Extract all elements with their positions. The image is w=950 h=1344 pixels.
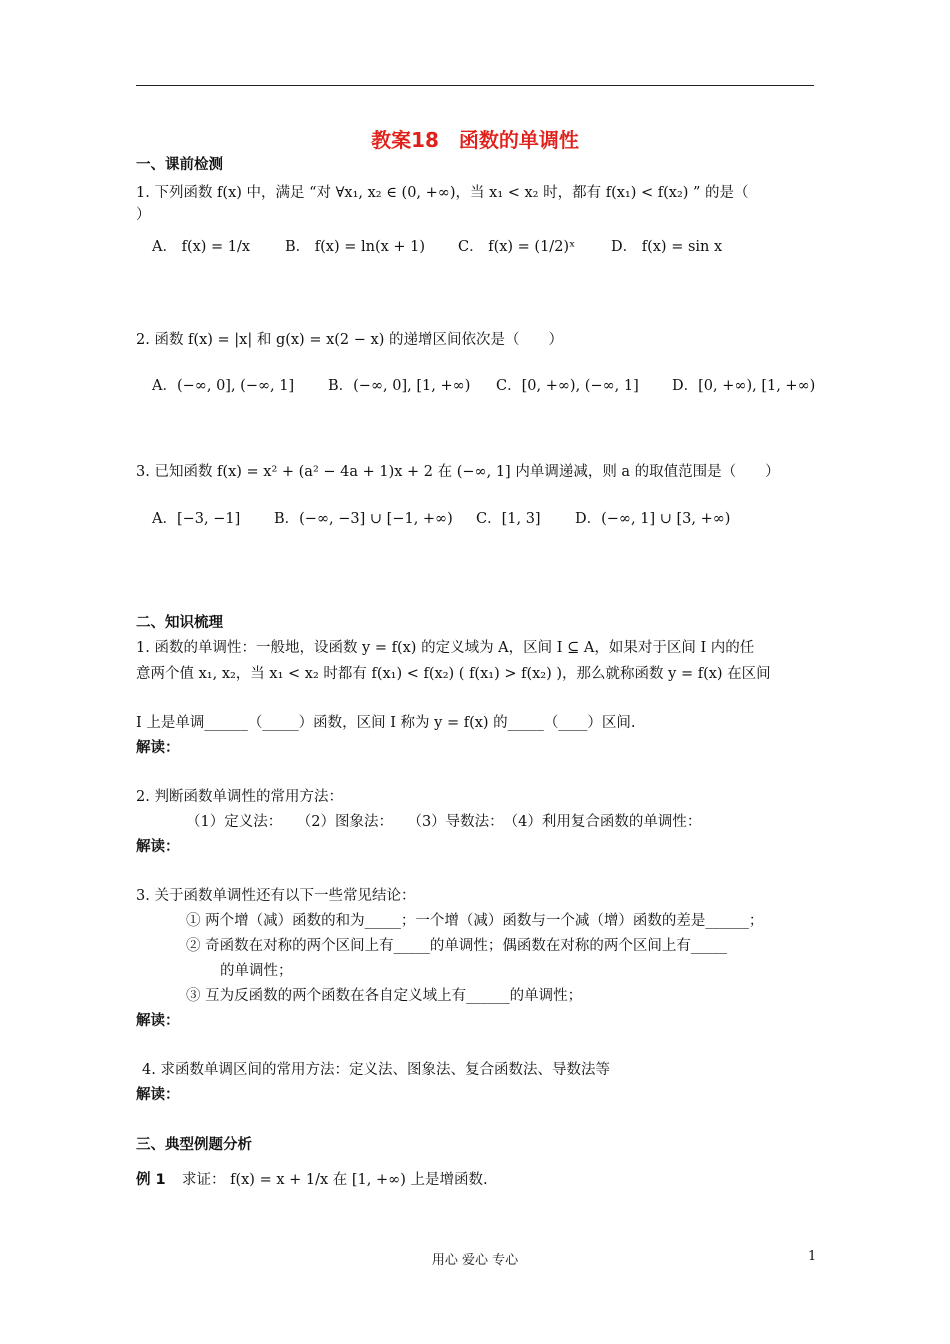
jiedu-label-3: 解读： <box>136 1013 180 1029</box>
q1-option-a: A． f(x) = 1/x <box>152 239 251 255</box>
k3-item3: ③ 互为反函数的两个函数在各自定义域上有______的单调性； <box>186 988 583 1004</box>
section-heading-examples: 三、典型例题分析 <box>136 1137 252 1153</box>
k2-line1: 2. 判断函数单调性的常用方法： <box>136 789 343 805</box>
section-heading-pretest: 一、课前检测 <box>136 157 223 173</box>
q1-option-d: D． f(x) = sin x <box>611 239 723 255</box>
q2-option-c: C．[0, +∞), (−∞, 1] <box>496 378 639 394</box>
footer-motto: 用心 爱心 专心 <box>431 1253 519 1268</box>
section-heading-knowledge: 二、知识梳理 <box>136 615 223 631</box>
q3-option-c: C．[1, 3] <box>476 511 541 527</box>
q1-stem-end: ） <box>136 207 151 223</box>
k3-item2: ② 奇函数在对称的两个区间上有_____的单调性；偶函数在对称的两个区间上有_____ <box>186 938 728 954</box>
jiedu-label-1: 解读： <box>136 740 180 756</box>
k3-item2-cont: 的单调性； <box>220 963 293 979</box>
example1-text: 求证： f(x) = x + 1/x 在 [1, +∞) 上是增函数. <box>182 1172 488 1188</box>
q1-option-c: C． f(x) = (1/2)ˣ <box>458 239 576 255</box>
q3-option-d: D．(−∞, 1] ∪ [3, +∞) <box>575 511 731 527</box>
jiedu-label-4: 解读： <box>136 1087 180 1103</box>
q2-option-a: A．(−∞, 0], (−∞, 1] <box>152 378 295 394</box>
k2-line2: （1）定义法： （2）图象法： （3）导数法： （4）利用复合函数的单调性： <box>186 814 702 830</box>
q2-option-b: B．(−∞, 0], [1, +∞) <box>328 378 471 394</box>
jiedu-label-2: 解读： <box>136 839 180 855</box>
k3-line1: 3. 关于函数单调性还有以下一些常见结论： <box>136 888 416 904</box>
k3-item1: ① 两个增（减）函数的和为_____；一个增（减）函数与一个减（增）函数的差是______； <box>186 913 764 929</box>
k1-line2: 意两个值 x₁, x₂，当 x₁ < x₂ 时都有 f(x₁) < f(x₂) ( f(x₁) > f(x₂) )，那么就称函数 y = f(x) 在区间 <box>136 666 771 682</box>
k1-line3: I 上是单调______（_____）函数，区间 I 称为 y = f(x) 的_____（____）区间. <box>136 715 636 731</box>
q2-stem: 2. 函数 f(x) = |x| 和 g(x) = x(2 − x) 的递增区间依次是（ ） <box>136 332 563 348</box>
header-rule <box>136 85 814 86</box>
q1-stem: 1. 下列函数 f(x) 中，满足 “对 ∀x₁, x₂ ∈ (0, +∞)，当 x₁ < x₂ 时，都有 f(x₁) < f(x₂) ” 的是（ <box>136 185 749 201</box>
q1-option-b: B． f(x) = ln(x + 1) <box>285 239 426 255</box>
k4-line1: 4. 求函数单调区间的常用方法：定义法、图象法、复合函数法、导数法等 <box>142 1062 610 1078</box>
q3-option-b: B．(−∞, −3] ∪ [−1, +∞) <box>274 511 453 527</box>
q2-option-d: D．[0, +∞), [1, +∞) <box>672 378 816 394</box>
page-number: 1 <box>808 1249 817 1264</box>
q3-stem: 3. 已知函数 f(x) = x² + (a² − 4a + 1)x + 2 在 (−∞, 1] 内单调递减，则 a 的取值范围是（ ） <box>136 464 780 480</box>
k1-line1: 1. 函数的单调性：一般地，设函数 y = f(x) 的定义域为 A，区间 I ⊆ A，如果对于区间 I 内的任 <box>136 640 755 656</box>
q3-option-a: A．[−3, −1] <box>152 511 241 527</box>
example1-label: 例 1 <box>136 1172 166 1188</box>
lesson-title: 教案18 函数的单调性 <box>371 128 579 152</box>
